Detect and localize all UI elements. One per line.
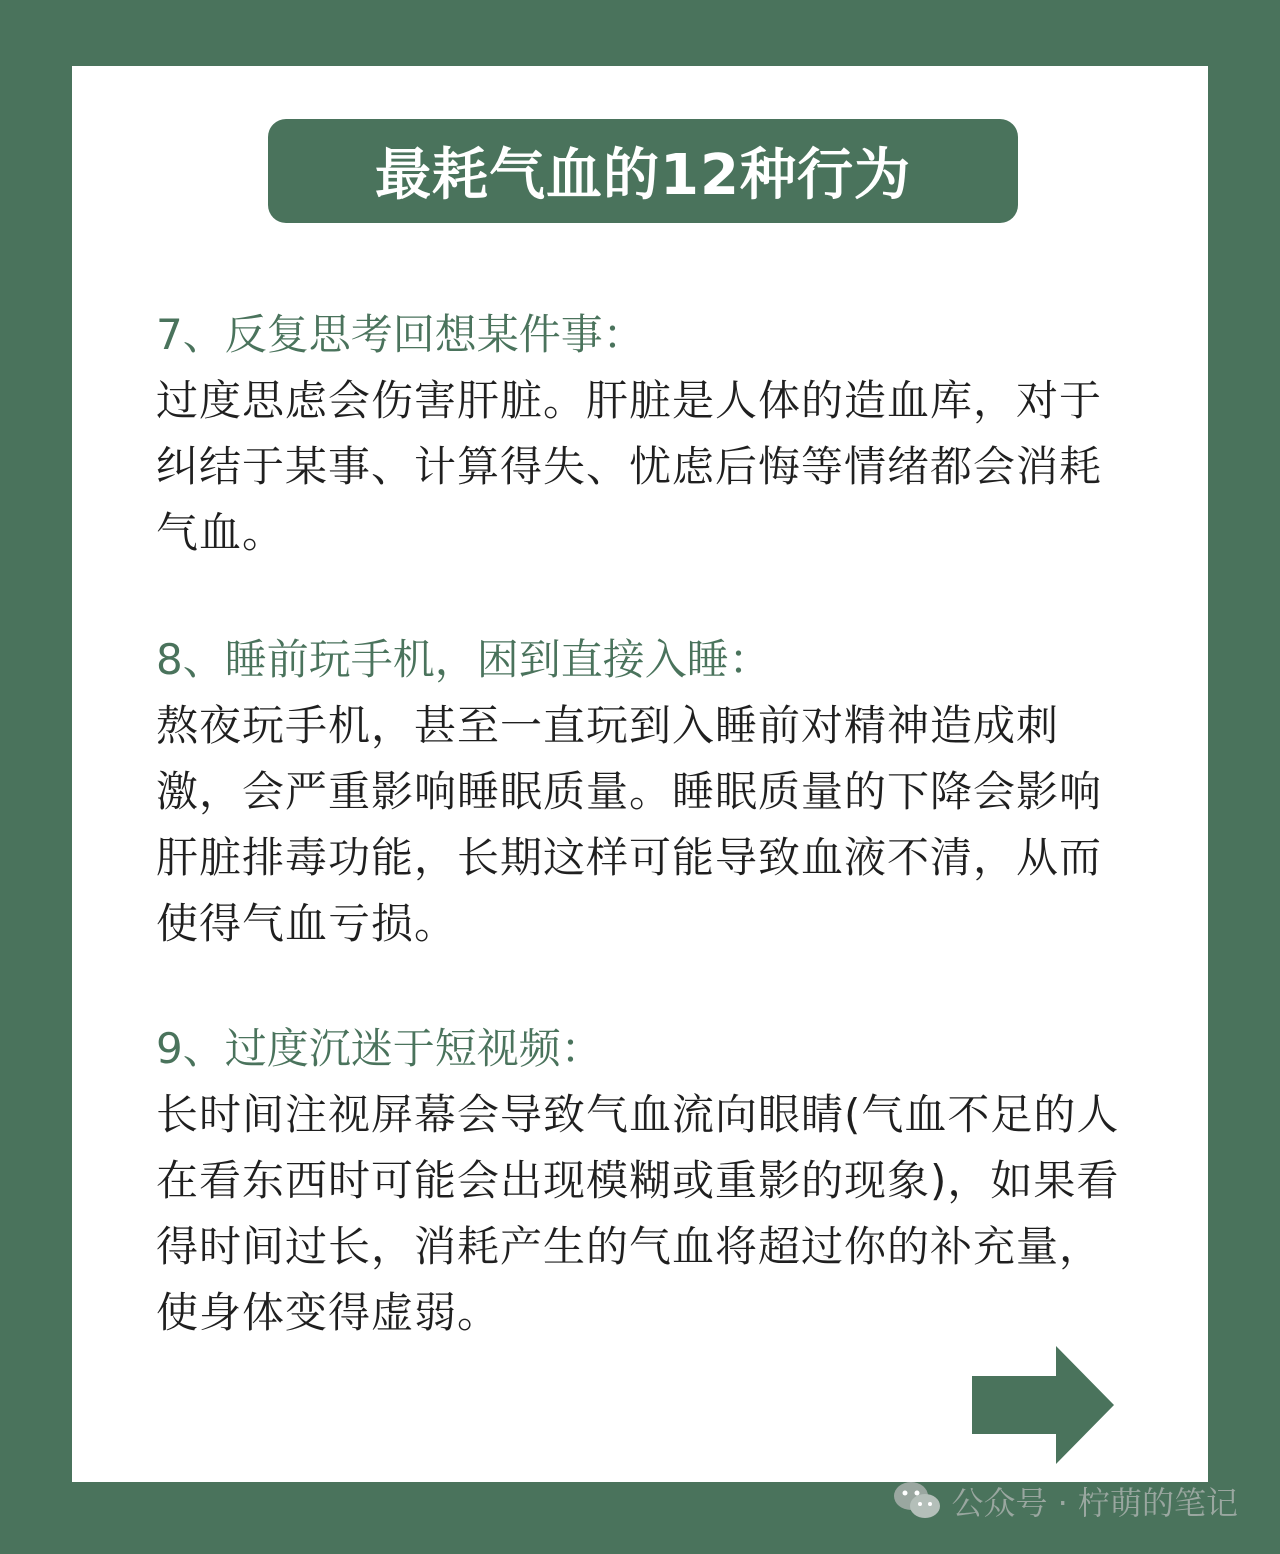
section-heading: 7、反复思考回想某件事：	[156, 310, 645, 359]
section-body: 熬夜玩手机，甚至一直玩到入睡前对精神造成刺激，会严重影响睡眠质量。睡眠质量的下降会影响肝脏排毒功能，长期这样可能导致血液不清，从而使得气血亏损。	[156, 701, 1103, 948]
title-banner	[268, 119, 1018, 223]
section-8	[156, 627, 1136, 957]
section-9	[156, 1016, 1136, 1346]
wechat-icon	[893, 1480, 941, 1522]
page-title: 最耗气血的12种行为	[375, 143, 911, 208]
section-heading: 9、过度沉迷于短视频：	[156, 1024, 603, 1073]
section-7	[156, 302, 1136, 566]
section-body: 长时间注视屏幕会导致气血流向眼睛(气血不足的人在看东西时可能会出现模糊或重影的现象)，如果看得时间过长，消耗产生的气血将超过你的补充量，使身体变得虚弱。	[156, 1090, 1120, 1337]
right-arrow-icon[interactable]	[972, 1346, 1114, 1464]
watermark-text: 公众号 · 柠萌的笔记	[951, 1484, 1238, 1522]
content-card	[72, 66, 1208, 1482]
section-body: 过度思虑会伤害肝脏。肝脏是人体的造血库，对于纠结于某事、计算得失、忧虑后悔等情绪都会消耗气血。	[156, 376, 1103, 557]
section-heading: 8、睡前玩手机，困到直接入睡：	[156, 635, 771, 684]
watermark	[893, 1478, 1238, 1524]
